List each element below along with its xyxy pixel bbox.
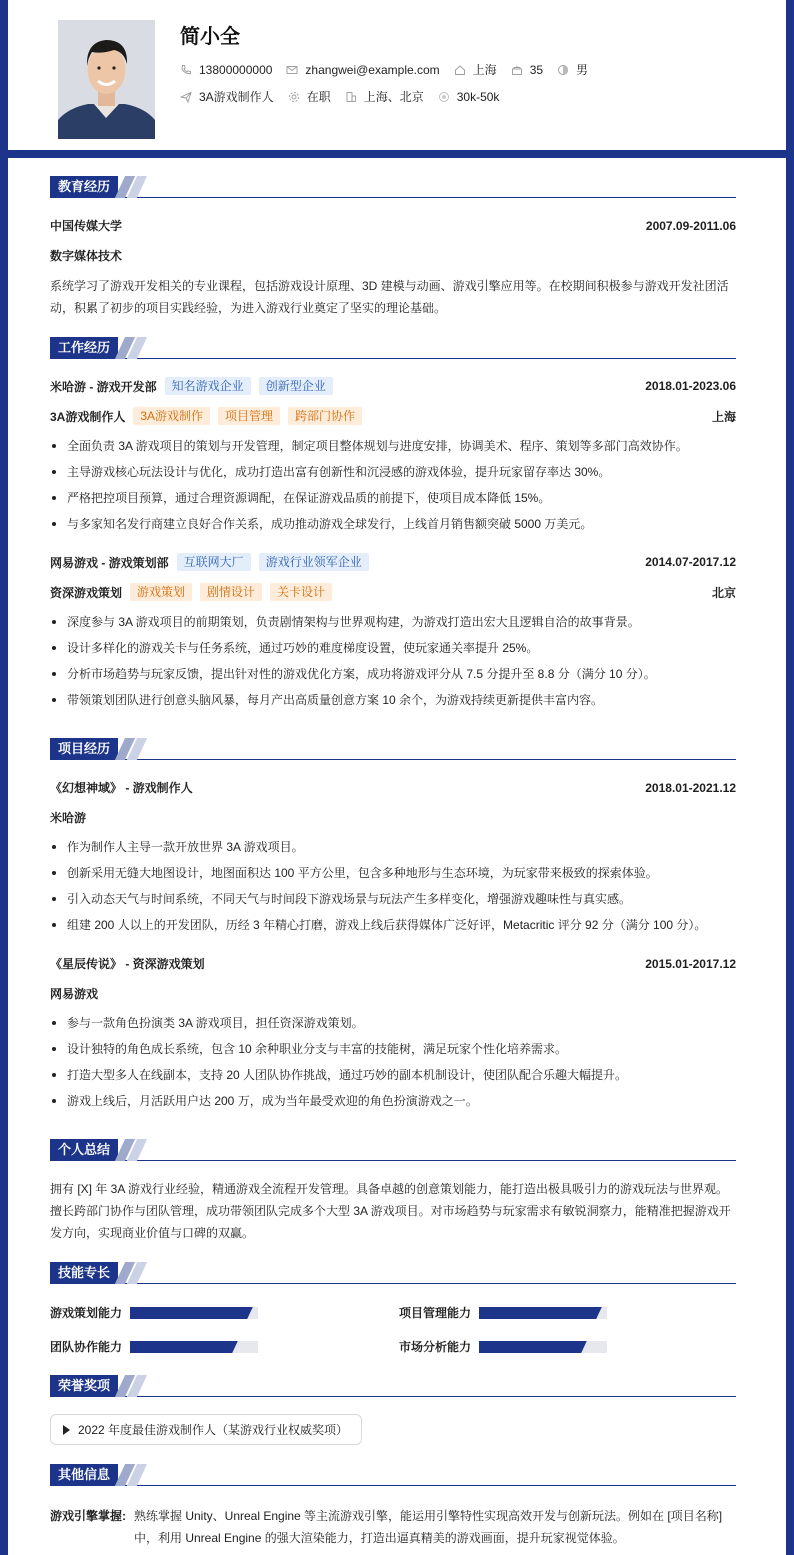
- other-text-line: 中，利用 Unreal Engine 的强大渲染能力，打造出逼真精美的游戏画面，提升玩家视觉体验。: [134, 1531, 625, 1545]
- salary-text: 30k-50k: [456, 89, 500, 104]
- company-tag: 互联网大厂: [177, 553, 251, 571]
- education-major-row: [50, 247, 736, 264]
- list-item: 全面负责 3A 游戏项目的策划与开发管理，制定项目整体规划与进度安排，协调美术、程序、策划等多部门高效协作。: [50, 433, 736, 459]
- portrait-image: [58, 20, 155, 139]
- company-tag: 知名游戏企业: [165, 377, 251, 395]
- skill-bar: [479, 1307, 607, 1319]
- home-icon: [454, 64, 466, 76]
- list-item: 带领策划团队进行创意头脑风暴，每月产出高质量创意方案 10 余个，为游戏持续更新提供丰富内容。: [50, 687, 736, 713]
- gender-icon: [557, 64, 569, 76]
- project-period: 2015.01-2017.12: [645, 956, 736, 971]
- section-skills: [50, 1262, 736, 1284]
- list-item: 设计独特的角色成长系统，包含 10 余种职业分支与丰富的技能树，满足玩家个性化培养需求。: [50, 1036, 736, 1062]
- section-awards: [50, 1375, 736, 1397]
- project-title: 《星辰传说》 - 资深游戏策划: [50, 957, 205, 971]
- phone-text: 13800000000: [199, 62, 273, 77]
- avatar-photo: [58, 20, 155, 139]
- skill-bar: [479, 1341, 607, 1353]
- gender-item: [557, 61, 588, 78]
- project-period: 2018.01-2021.12: [645, 780, 736, 795]
- section-title-work: 工作经历: [50, 337, 118, 359]
- other-label: 游戏引擎掌握:: [50, 1509, 126, 1523]
- role-tag: 项目管理: [218, 407, 280, 425]
- other-text: [134, 1505, 736, 1549]
- skill-name: 游戏策划能力: [50, 1306, 123, 1320]
- company-name: 米哈游 - 游戏开发部: [50, 379, 157, 394]
- status-text: 在职: [306, 90, 331, 104]
- job-intent-row: [180, 88, 513, 105]
- education-header: [50, 217, 736, 234]
- section-title-projects: 项目经历: [50, 738, 118, 760]
- work-period: 2018.01-2023.06: [645, 379, 736, 393]
- skill-item: [50, 1304, 258, 1321]
- skill-name: 团队协作能力: [50, 1340, 123, 1354]
- skill-bar: [130, 1341, 258, 1353]
- candidate-name: 简小全: [180, 26, 240, 48]
- resume-header: [0, 0, 794, 158]
- company-name: 网易游戏 - 游戏策划部: [50, 555, 169, 570]
- email-item: [286, 63, 439, 77]
- phone-item: [180, 63, 272, 77]
- project-company-row: [50, 809, 736, 826]
- list-item: 创新采用无缝大地图设计，地图面积达 100 平方公里，包含多种地形与生态环境，为玩家带来极致的探索体验。: [50, 860, 736, 886]
- list-item: 游戏上线后，月活跃用户达 200 万，成为当年最受欢迎的角色扮演游戏之一。: [50, 1088, 736, 1114]
- work-company-row: [50, 377, 736, 395]
- phone-icon: [180, 64, 192, 76]
- school-name: 中国传媒大学: [50, 219, 123, 233]
- section-title-awards: 荣誉奖项: [50, 1375, 118, 1397]
- expand-triangle-icon: [63, 1425, 70, 1435]
- section-projects: [50, 738, 736, 760]
- section-title-education: 教育经历: [50, 176, 118, 198]
- education-period: 2007.09-2011.06: [645, 218, 736, 233]
- age-icon: [511, 64, 523, 76]
- project-company-row: [50, 985, 736, 1002]
- work-location: 北京: [711, 585, 736, 600]
- section-education: [50, 176, 736, 198]
- company-tag: 游戏行业领军企业: [259, 553, 369, 571]
- summary-text: 拥有 [X] 年 3A 游戏行业经验，精通游戏全流程开发管理。具备卓越的创意策划能力，能打造出极具吸引力的游戏玩法与世界观。擅长跨部门协作与团队管理，成功带领团队完成多个大型 3A 游戏项目。对市场趋势与玩家需求有敏锐洞察力，能精准把握游戏开发方向，实现商业价值与口碑的双赢。: [50, 1182, 731, 1240]
- role-name: 资深游戏策划: [50, 585, 123, 600]
- role-name: 3A游戏制作人: [50, 409, 126, 424]
- send-icon: [180, 91, 192, 103]
- coin-icon: [438, 91, 450, 103]
- role-tag: 3A游戏制作: [133, 407, 210, 425]
- gender-text: 男: [576, 63, 589, 77]
- skill-name: 市场分析能力: [399, 1340, 472, 1354]
- education-desc: 系统学习了游戏开发相关的专业课程，包括游戏设计原理、3D 建模与动画、游戏引擎应用等。在校期间积极参与游戏开发社团活动，积累了初步的项目实践经验，为进入游戏行业奠定了坚实的理论基础。: [50, 279, 729, 315]
- target-cities-text: 上海、北京: [363, 90, 424, 104]
- salary-item: [438, 90, 500, 104]
- list-item: 打造大型多人在线副本，支持 20 人团队协作挑战，通过巧妙的副本机制设计，使团队配合乐趣大幅提升。: [50, 1062, 736, 1088]
- section-summary: [50, 1139, 736, 1161]
- target-role-text: 3A游戏制作人: [199, 90, 274, 104]
- section-other: [50, 1464, 736, 1486]
- age-text: 35: [529, 62, 544, 77]
- list-item: 分析市场趋势与玩家反馈，提出针对性的游戏优化方案，成功将游戏评分从 7.5 分提升至 8.8 分（满分 10 分）。: [50, 661, 736, 687]
- skill-bar-fill: [479, 1307, 594, 1319]
- skill-item: [50, 1338, 258, 1355]
- work-bullets: [50, 609, 736, 713]
- skill-bar-fill: [479, 1341, 579, 1353]
- project-company: 网易游戏: [50, 987, 99, 1001]
- list-item: 与多家知名发行商建立良好合作关系，成功推动游戏全球发行，上线首月销售额突破 5000 万美元。: [50, 511, 736, 537]
- project-bullets: [50, 1010, 736, 1114]
- list-item: 组建 200 人以上的开发团队，历经 3 年精心打磨，游戏上线后获得媒体广泛好评，Metacritic 评分 92 分（满分 100 分）。: [50, 912, 736, 938]
- list-item: 深度参与 3A 游戏项目的前期策划，负责剧情架构与世界观构建，为游戏打造出宏大且逻辑自洽的故事背景。: [50, 609, 736, 635]
- project-header: [50, 955, 736, 972]
- role-tag: 游戏策划: [130, 583, 192, 601]
- list-item: 引入动态天气与时间系统，不同天气与时间段下游戏场景与玩法产生多样变化，增强游戏趣味性与真实感。: [50, 886, 736, 912]
- city-item: [454, 61, 497, 78]
- role-tag: 关卡设计: [270, 583, 332, 601]
- skill-bar-fill: [130, 1307, 245, 1319]
- building-icon: [345, 91, 357, 103]
- project-header: [50, 779, 736, 796]
- project-title: 《幻想神域》 - 游戏制作人: [50, 781, 193, 795]
- role-tag: 跨部门协作: [288, 407, 362, 425]
- status-item: [288, 88, 331, 105]
- work-company-row: [50, 553, 736, 571]
- mail-icon: [286, 64, 298, 76]
- skill-bar-fill: [130, 1341, 230, 1353]
- skill-bar: [130, 1307, 258, 1319]
- list-item: 参与一款角色扮演类 3A 游戏项目，担任资深游戏策划。: [50, 1010, 736, 1036]
- list-item: 严格把控项目预算，通过合理资源调配，在保证游戏品质的前提下，使项目成本降低 15%。: [50, 485, 736, 511]
- skill-item: [399, 1304, 607, 1321]
- gear-icon: [288, 91, 300, 103]
- work-location: 上海: [711, 409, 736, 424]
- work-period: 2014.07-2017.12: [645, 555, 736, 569]
- award-text: 2022 年度最佳游戏制作人（某游戏行业权威奖项）: [78, 1423, 349, 1437]
- work-role-row: [50, 583, 736, 601]
- city-text: 上海: [472, 63, 497, 77]
- section-title-other: 其他信息: [50, 1464, 118, 1486]
- contact-row: [180, 61, 602, 78]
- target-cities-item: [345, 88, 424, 105]
- section-title-skills: 技能专长: [50, 1262, 118, 1284]
- project-bullets: [50, 834, 736, 938]
- section-title-summary: 个人总结: [50, 1139, 118, 1161]
- major-name: 数字媒体技术: [50, 249, 123, 263]
- list-item: 设计多样化的游戏关卡与任务系统，通过巧妙的难度梯度设置，使玩家通关率提升 25%。: [50, 635, 736, 661]
- section-work: [50, 337, 736, 359]
- age-item: [511, 63, 543, 77]
- project-company: 米哈游: [50, 811, 87, 825]
- skill-name: 项目管理能力: [399, 1306, 472, 1320]
- role-tag: 剧情设计: [200, 583, 262, 601]
- other-text-line: 熟练掌握 Unity、Unreal Engine 等主流游戏引擎，能运用引擎特性实现高效开发与创新玩法。例如在 [项目名称]: [134, 1509, 723, 1523]
- email-text: zhangwei@example.com: [305, 62, 440, 77]
- list-item: 作为制作人主导一款开放世界 3A 游戏项目。: [50, 834, 736, 860]
- company-tag: 创新型企业: [259, 377, 333, 395]
- target-role-item: [180, 88, 274, 105]
- work-bullets: [50, 433, 736, 537]
- award-item[interactable]: [50, 1414, 362, 1445]
- skill-item: [399, 1338, 607, 1355]
- work-role-row: [50, 407, 736, 425]
- list-item: 主导游戏核心玩法设计与优化，成功打造出富有创新性和沉浸感的游戏体验，提升玩家留存率达 30%。: [50, 459, 736, 485]
